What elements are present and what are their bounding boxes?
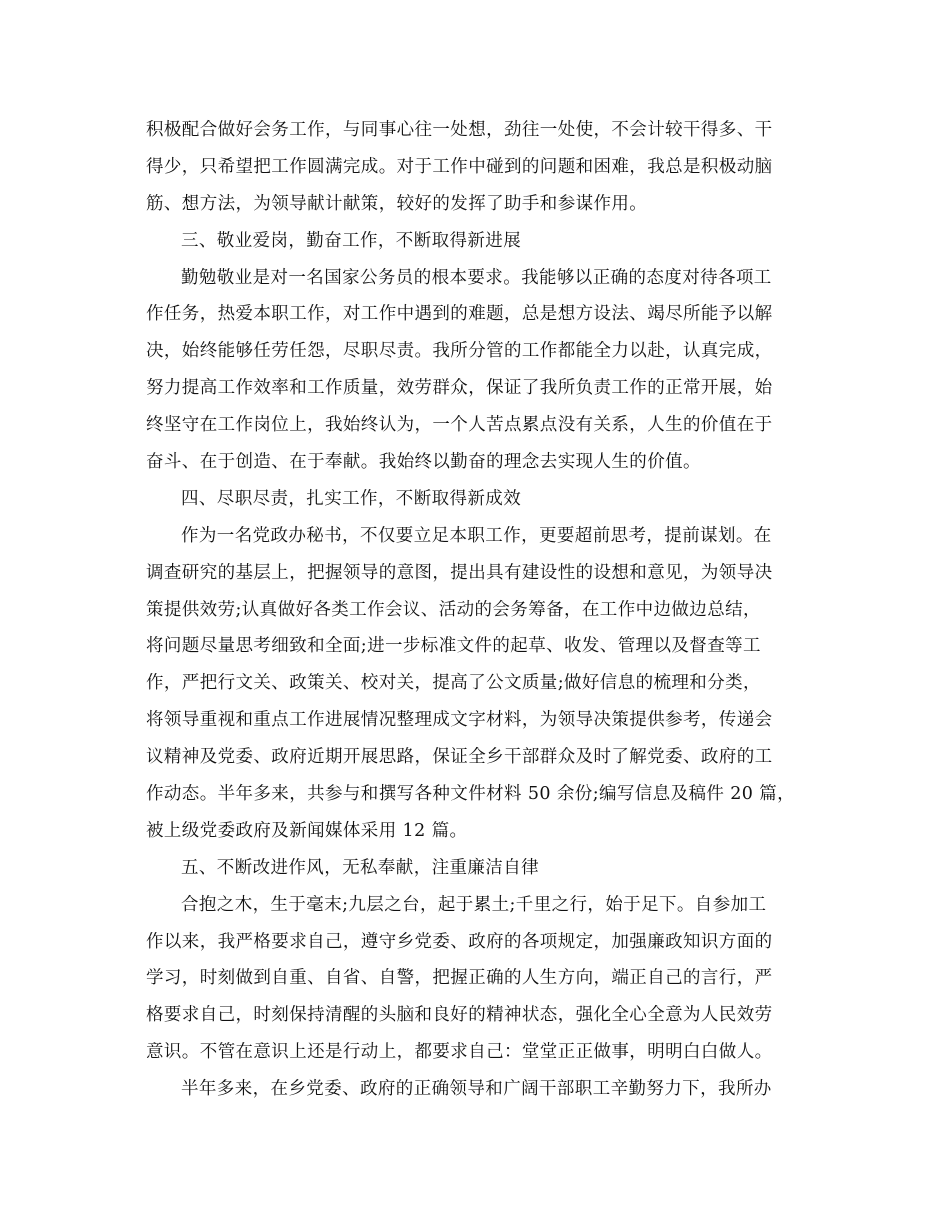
- paragraph-first-line: 合抱之木，生于毫末;九层之台，起于累土;千里之行，始于足下。自参加工: [181, 894, 767, 915]
- text-line: 作，严把行文关、政策关、校对关，提高了公文质量;做好信息的梳理和分类，: [146, 673, 761, 694]
- paragraph-first-line: 三、敬业爱岗，勤奋工作，不断取得新进展: [181, 230, 522, 251]
- text-line: 决，始终能够任劳任怨，尽职尽责。我所分管的工作都能全力以赴，认真完成，: [146, 341, 773, 362]
- paragraph-first-line: 五、不断改进作风，无私奉献，注重廉洁自律: [181, 857, 539, 878]
- text-line: 意识。不管在意识上还是行动上，都要求自己：堂堂正正做事，明明白白做人。: [146, 1042, 773, 1063]
- text-line: 作以来，我严格要求自己，遵守乡党委、政府的各项规定，加强廉政知识方面的: [146, 931, 773, 952]
- paragraph-first-line: 半年多来，在乡党委、政府的正确领导和广阔干部职工辛勤努力下，我所办: [181, 1079, 772, 1100]
- text-line: 策提供效劳;认真做好各类工作会议、活动的会务筹备，在工作中边做边总结，: [146, 599, 761, 620]
- text-line: 议精神及党委、政府近期开展思路，保证全乡干部群众及时了解党委、政府的工: [146, 747, 773, 768]
- text-line: 积极配合做好会务工作，与同事心往一处想，劲往一处使，不会计较干得多、干: [146, 120, 773, 140]
- text-line: 努力提高工作效率和工作质量，效劳群众，保证了我所负责工作的正常开展，始: [146, 378, 773, 399]
- text-line: 调查研究的基层上，把握领导的意图，提出具有建设性的设想和意见，为领导决: [146, 562, 773, 583]
- text-line: 作动态。半年多来，共参与和撰写各种文件材料 50 余份;编写信息及稿件 20 篇，: [146, 784, 796, 805]
- text-line: 终坚守在工作岗位上，我始终认为，一个人苦点累点没有关系，人生的价值在于: [146, 415, 773, 436]
- text-line: 将领导重视和重点工作进展情况整理成文字材料，为领导决策提供参考，传递会: [146, 710, 773, 731]
- text-line: 奋斗、在于创造、在于奉献。我始终以勤奋的理念去实现人生的价值。: [146, 452, 701, 473]
- text-line: 筋、想方法，为领导献计献策，较好的发挥了助手和参谋作用。: [146, 193, 648, 214]
- text-line: 作任务，热爱本职工作，对工作中遇到的难题，总是想方设法、竭尽所能予以解: [146, 304, 773, 325]
- text-line: 学习，时刻做到自重、自省、自警，把握正确的人生方向，端正自己的言行，严: [146, 968, 773, 989]
- text-line: 格要求自己，时刻保持清醒的头脑和良好的精神状态，强化全心全意为人民效劳: [146, 1005, 773, 1026]
- paragraph-first-line: 作为一名党政办秘书，不仅要立足本职工作，更要超前思考，提前谋划。在: [181, 525, 772, 546]
- text-line: 将问题尽量思考细致和全面;进一步标准文件的起草、收发、管理以及督查等工: [146, 636, 761, 657]
- text-line: 被上级党委政府及新闻媒体采用 12 篇。: [146, 820, 468, 841]
- paragraph-first-line: 勤勉敬业是对一名国家公务员的根本要求。我能够以正确的态度对待各项工: [181, 267, 772, 288]
- text-line: 得少，只希望把工作圆满完成。对于工作中碰到的问题和困难，我总是积极动脑: [146, 156, 773, 177]
- paragraph-first-line: 四、尽职尽责，扎实工作，不断取得新成效: [181, 488, 522, 509]
- document-body: [146, 112, 806, 1108]
